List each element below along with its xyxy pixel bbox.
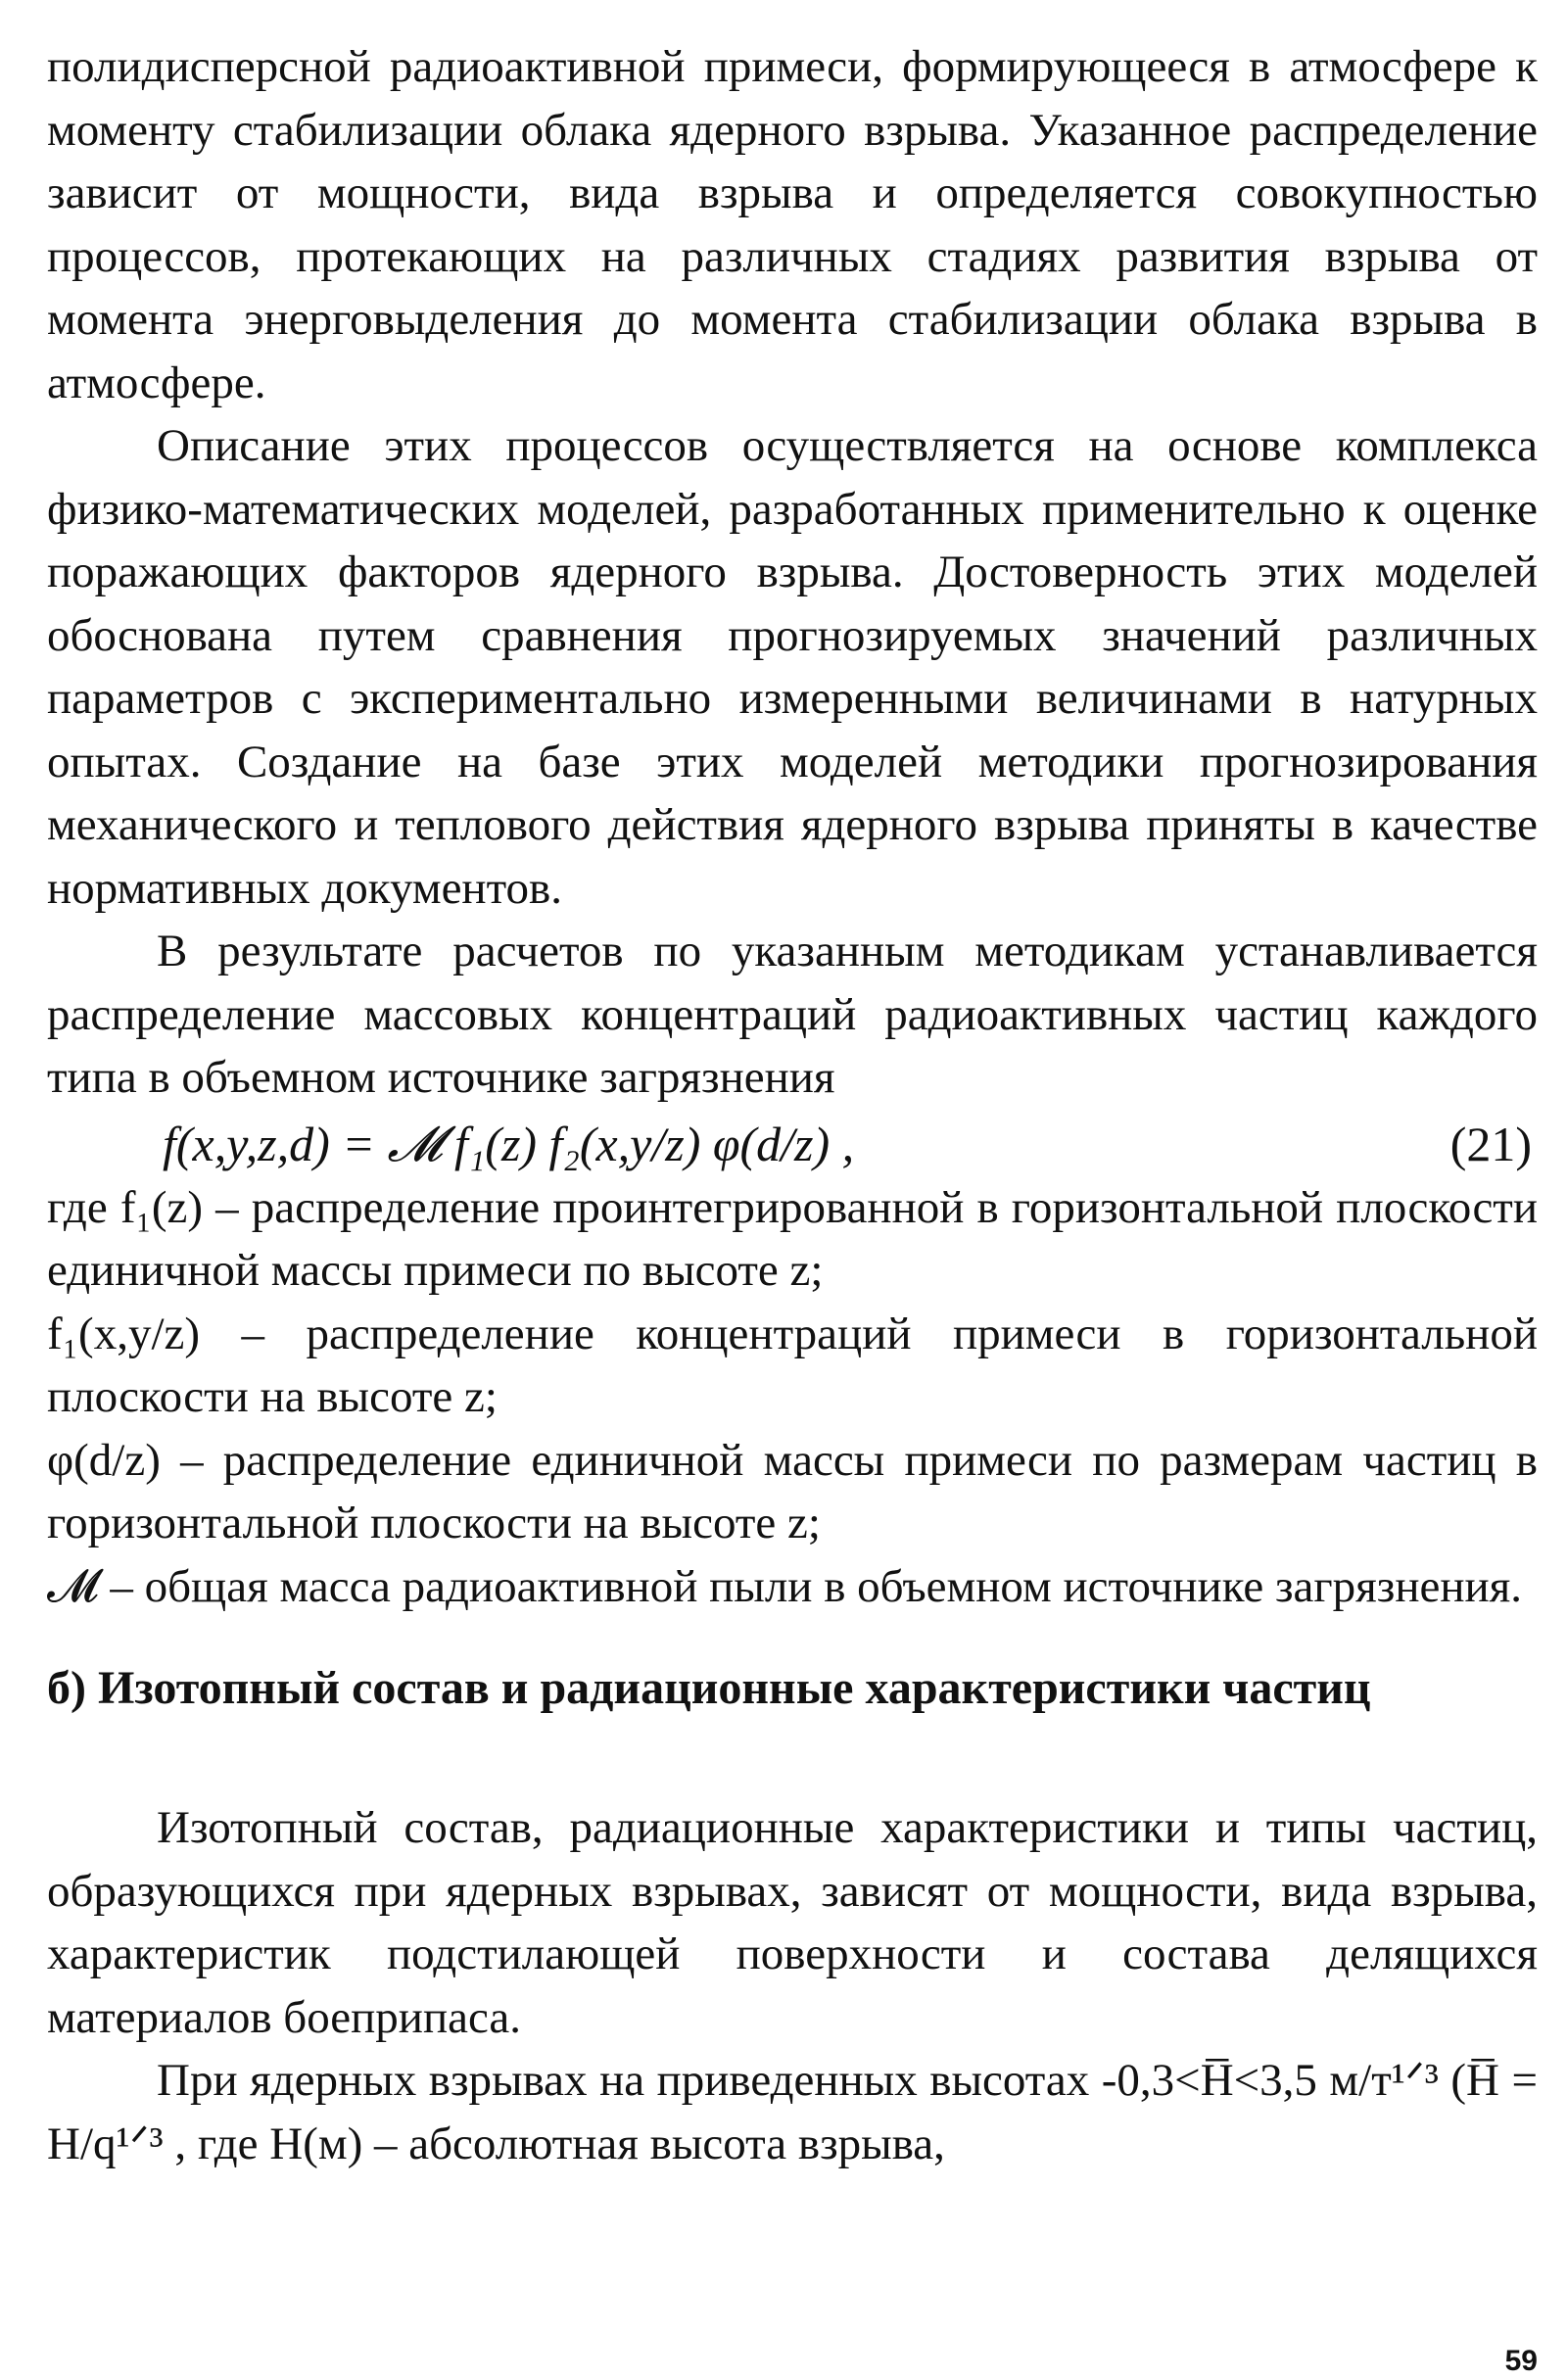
paragraph-4: Изотопный состав, радиационные характеристики и типы частиц, образующихся при ядерных взрывах, зависят от мощности, вида взрыва, характеристик подстилающей поверхности и состава делящихся материалов боеприпаса.	[47, 1802, 1538, 2043]
definition-f1z: где f₁(z) – распределение проинтегрированной в горизонтальной плоскости единичной массы примеси по высоте z;	[47, 1181, 1538, 1296]
definitions-list	[47, 1176, 1538, 1619]
page-number: 59	[1504, 2345, 1538, 2377]
section-heading: б) Изотопный состав и радиационные характеристики частиц	[47, 1662, 1371, 1714]
definition-mass: 𝓜 – общая масса радиоактивной пыли в объемном источнике загрязнения.	[47, 1560, 1523, 1612]
definition-f1xyz: f₁(x,y/z) – распределение концентраций примеси в горизонтальной плоскости на высоте z;	[47, 1308, 1538, 1422]
document-page	[47, 35, 1538, 2175]
paragraph-3: В результате расчетов по указанным методикам устанавливается распределение массовых концентраций радиоактивных частиц каждого типа в объемном источнике загрязнения	[47, 926, 1538, 1103]
section-spacer	[47, 1720, 1538, 1796]
definition-phi: φ(d/z) – распределение единичной массы примеси по размерам частиц в горизонтальной плоскости на высоте z;	[47, 1434, 1538, 1548]
formula-expression: f(x,y,z,d) = 𝓜 f₁(z) f₂(x,y/z) φ(d/z) ,	[163, 1116, 855, 1171]
paragraph-2: Описание этих процессов осуществляется на основе комплекса физико-математических моделей, разработанных применительно к оценке поражающих факторов ядерного взрыва. Достоверность этих моделей обоснована путем сравнения прогнозируемых значений различных параметров с экспериментально измеренными величинами в натурных опытах. Создание на базе этих моделей методики прогнозирования механического и теплового действия ядерного взрыва приняты в качестве нормативных документов.	[47, 420, 1538, 914]
formula-number: (21)	[1449, 1116, 1532, 1171]
paragraph-5: При ядерных взрывах на приведенных высотах -0,3<H̅<3,5 м/т¹ᐟ³ (H̅ = H/q¹ᐟ³ , где H(м) – абсолютная высота взрыва,	[47, 2055, 1538, 2169]
paragraph-1: полидисперсной радиоактивной примеси, формирующееся в атмосфере к моменту стабилизации облака ядерного взрыва. Указанное распределение зависит от мощности, вида взрыва и определяется совокупностью процессов, протекающих на различных стадиях развития взрыва от момента энерговыделения до момента стабилизации облака взрыва в атмосфере.	[47, 41, 1538, 408]
formula-21	[47, 1112, 1538, 1176]
